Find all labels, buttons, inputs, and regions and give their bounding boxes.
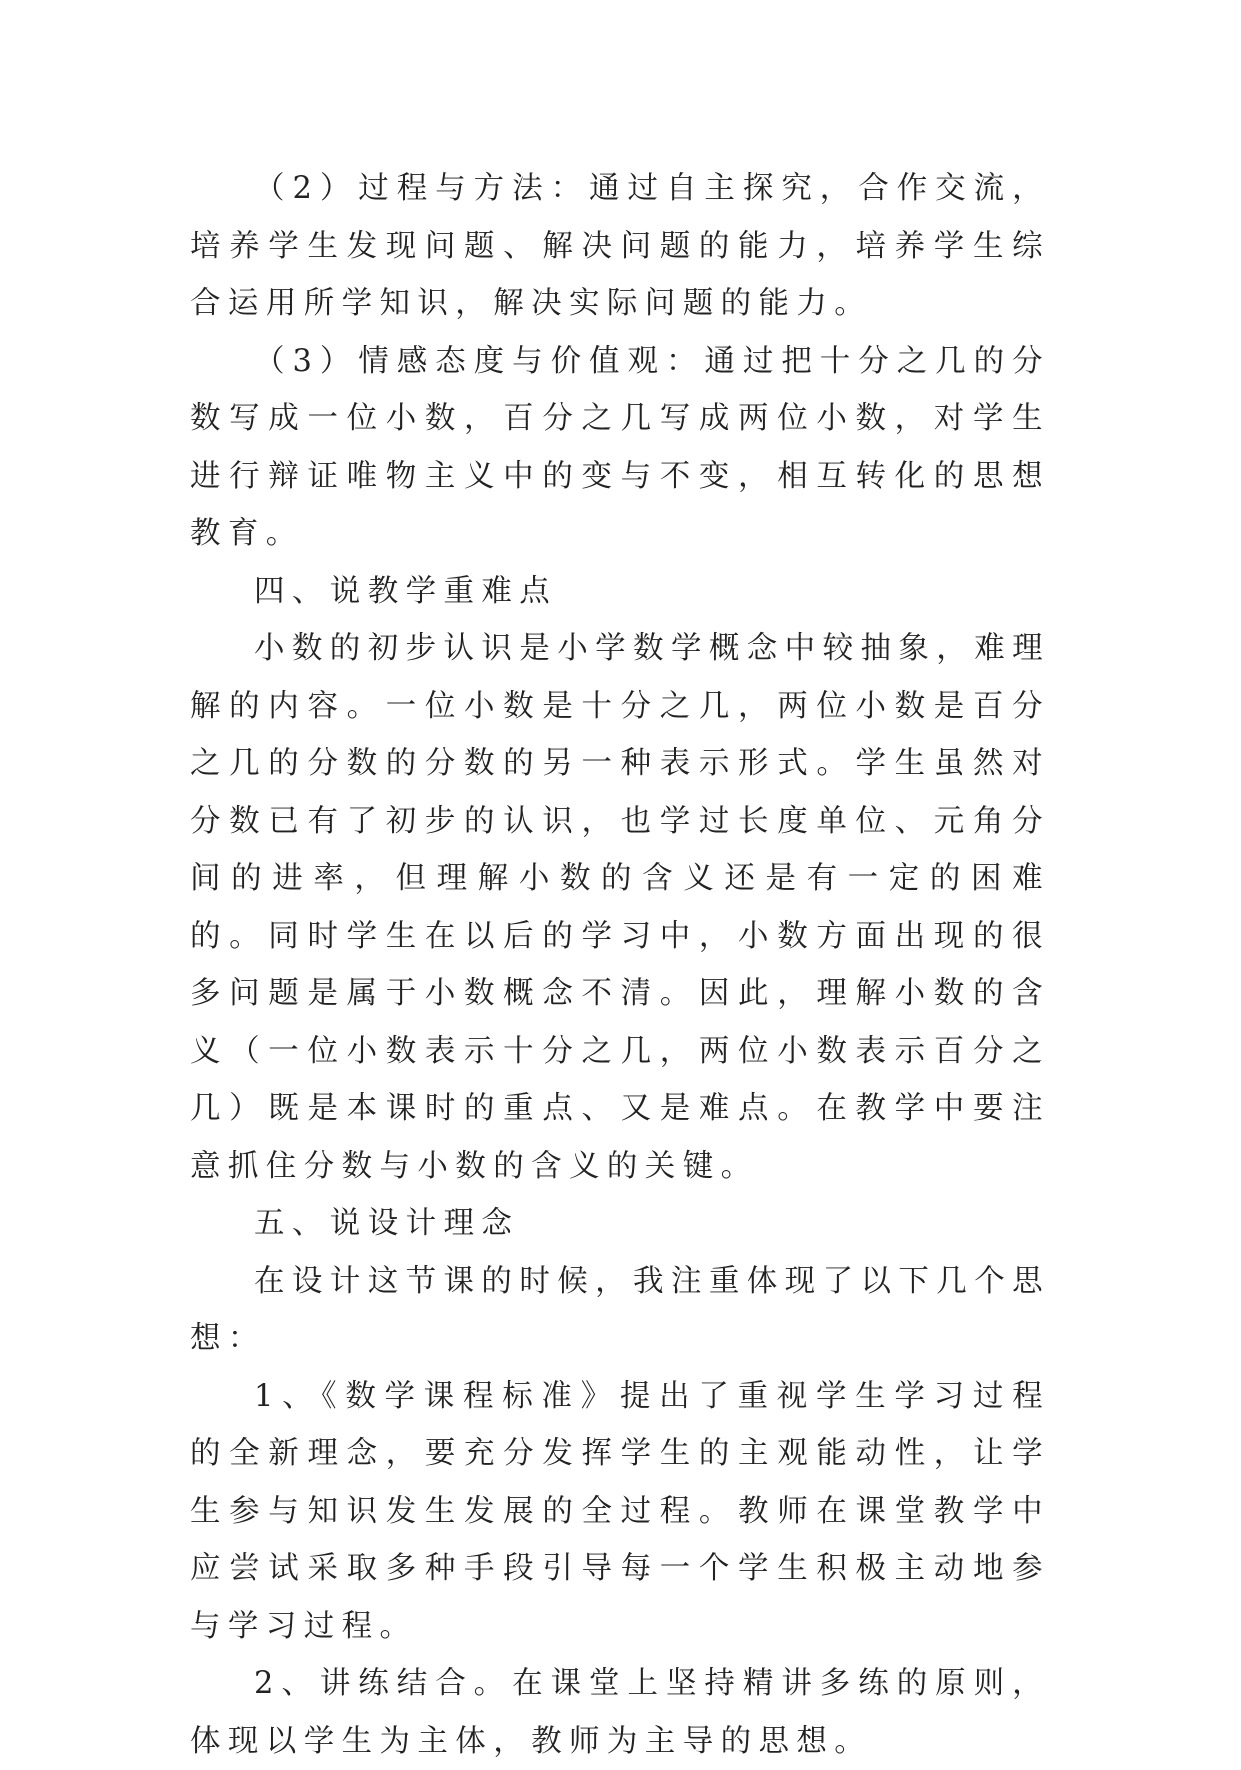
paragraph-key-difficult-points: 小数的初步认识是小学数学概念中较抽象，难理解的内容。一位小数是十分之几，两位小数是百分之几的分数的分数的另一种表示形式。学生虽然对分数已有了初步的认识，也学过长度单位、元角分间的进率，但理解小数的含义还是有一定的困难的。同时学生在以后的学习中，小数方面出现的很多问题是属于小数概念不清。因此，理解小数的含义（一位小数表示十分之几，两位小数表示百分之几）既是本课时的重点、又是难点。在教学中要注意抓住分数与小数的含义的关键。	[190, 631, 1050, 1184]
paragraph-design-point-2: 2、讲练结合。在课堂上坚持精讲多练的原则，体现以学生为主体，教师为主导的思想。	[190, 1666, 1050, 1759]
section-heading-key-difficult-points: 四、说教学重难点	[254, 573, 558, 609]
paragraph-design-intro: 在设计这节课的时候，我注重体现了以下几个思想：	[190, 1263, 1050, 1356]
paragraph-design-point-1: 1、《数学课程标准》提出了重视学生学习过程的全新理念，要充分发挥学生的主观能动性，让学生参与知识发生发展的全过程。教师在课堂教学中应尝试采取多种手段引导每一个学生积极主动地参与学习过程。	[190, 1378, 1050, 1644]
section-heading-design-concept: 五、说设计理念	[254, 1206, 520, 1241]
document-page	[190, 160, 1050, 1770]
paragraph-process-method: （2）过程与方法：通过自主探究，合作交流，培养学生发现问题、解决问题的能力，培养学生综合运用所学知识，解决实际问题的能力。	[190, 171, 1050, 321]
paragraph-emotion-values: （3）情感态度与价值观：通过把十分之几的分数写成一位小数，百分之几写成两位小数，对学生进行辩证唯物主义中的变与不变，相互转化的思想教育。	[190, 343, 1050, 551]
